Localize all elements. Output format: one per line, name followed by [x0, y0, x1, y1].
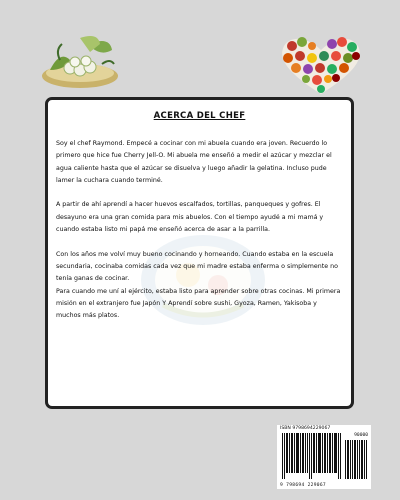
- addon-barcode-bars-icon: [345, 440, 367, 479]
- about-chef-card: [45, 97, 354, 409]
- isbn-label: ISBN 9798694229067: [280, 426, 331, 431]
- bio-paragraph: Soy el chef Raymond. Empecé a cocinar con mi abuela cuando era joven. Recuerdo lo primero que hice fue Cherry Jell-O. Mi abuela me enseñó a medir el azúcar y mezclar el agua caliente hasta que el azúcar se disuelva y luego añadir la gelatina. Incluso pude lamer la cuchara cuando terminé.: [56, 140, 332, 184]
- price-code: 90000: [354, 433, 368, 438]
- barcode-bars-icon: [282, 433, 342, 479]
- fruit-vegetable-heart-icon: [276, 34, 366, 96]
- page-title: ACERCA DEL CHEF: [153, 111, 246, 121]
- bio-paragraph: Con los años me volví muy bueno cocinando y horneando. Cuando estaba en la escuela secundaria, cocinaba comidas cada vez que mi madre estaba enferma o simplemente no tenía ganas de cocinar.: [56, 250, 338, 283]
- bio-paragraph: A partir de ahí aprendí a hacer huevos escalfados, tortillas, panqueques y gofres. El desayuno era una gran comida para mis abuelos. Con el tiempo ayudé a mi mamá y cuando estaba listo mi papá me enseñó acerca de asar a la parrilla.: [56, 201, 324, 234]
- isbn-barcode: [277, 425, 371, 489]
- bio-paragraph: Para cuando me uní al ejército, estaba listo para aprender sobre otras cocinas. Mi primera misión en el extranjero fue Japón Y Aprendí sobre sushi, Gyoza, Ramen, Yakisoba y muchos más platos.: [56, 287, 341, 320]
- barcode-number: 9 798694 229067: [280, 483, 326, 488]
- food-platter-icon: [40, 30, 122, 92]
- chef-bio: [56, 138, 343, 322]
